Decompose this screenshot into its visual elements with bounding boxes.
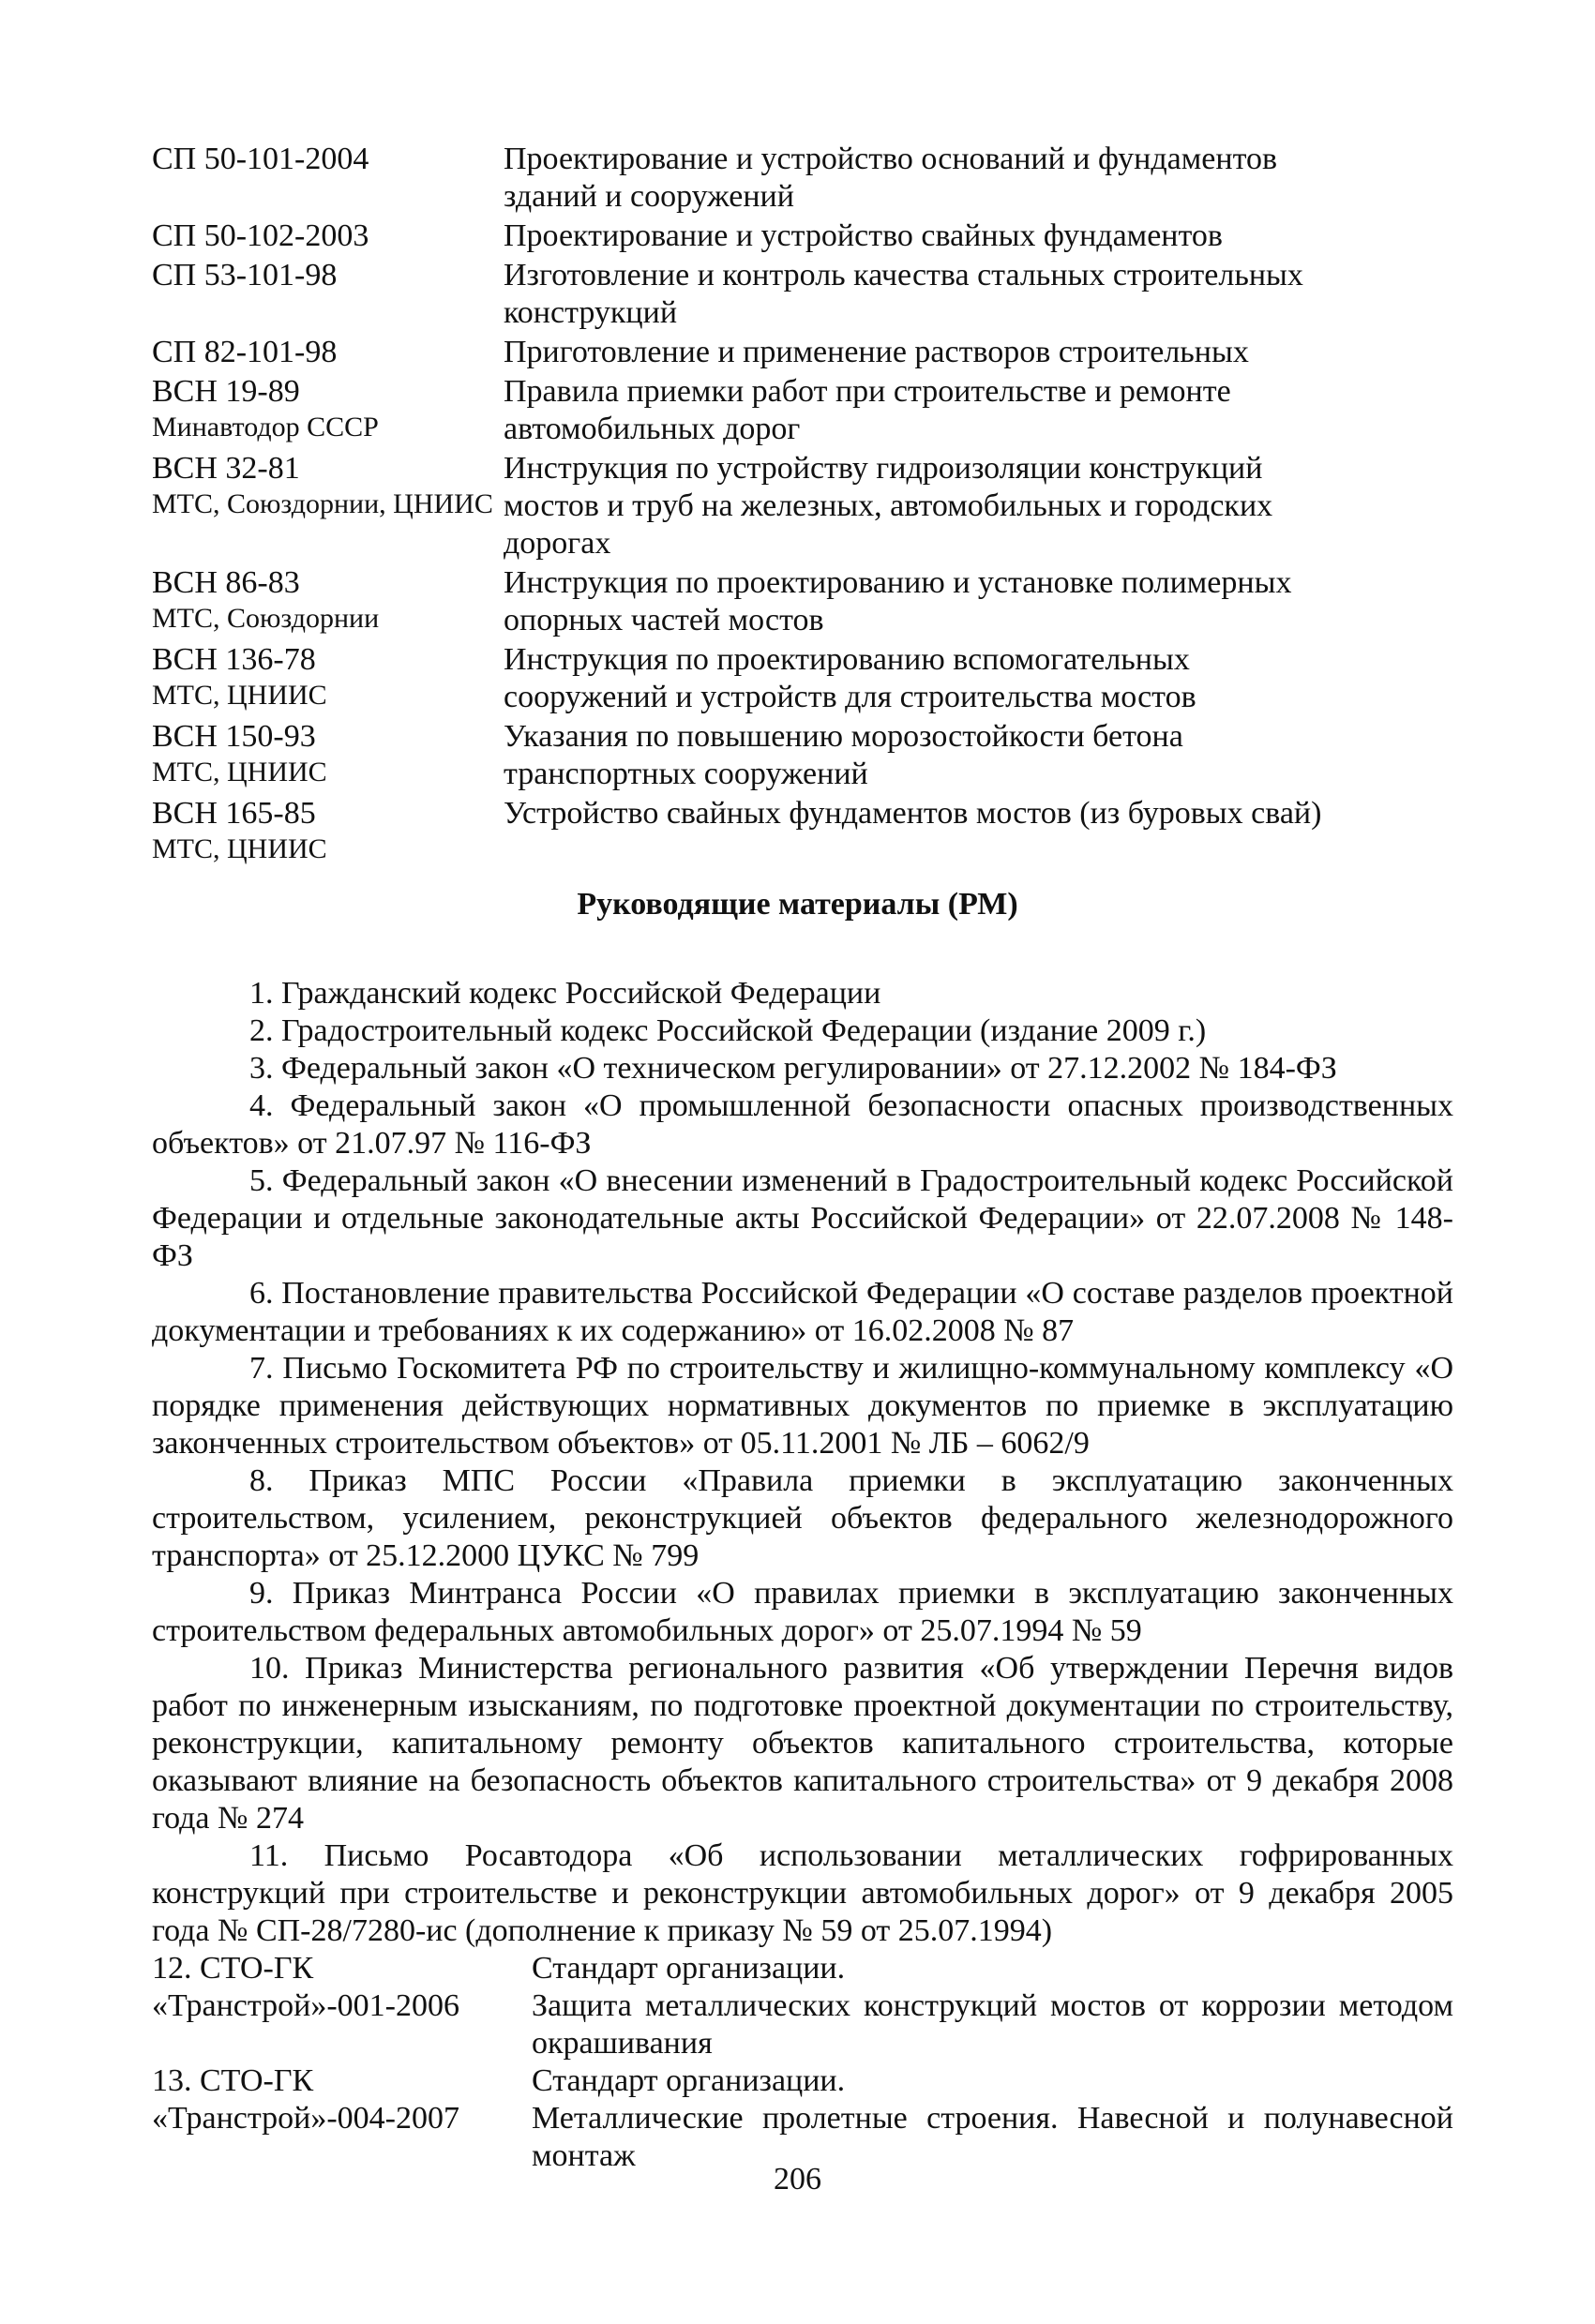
standard-description [504, 257, 1338, 332]
description-line: Изготовление и контроль качества стальных строительных [504, 258, 1303, 292]
standard-code: ВСН 150-93 [152, 719, 316, 754]
standard-code: ВСН 136-78 [152, 642, 316, 677]
standard-row [152, 257, 1338, 332]
standard-code-cell [152, 564, 504, 636]
standard-code-cell [152, 257, 504, 294]
guidance-item: 1. Гражданский кодекс Российской Федерации [249, 976, 881, 1011]
standard-code: СП 53-101-98 [152, 258, 338, 292]
standard-row [152, 641, 1338, 716]
sto-description: Стандарт организации. [532, 1951, 846, 1986]
guidance-item: 2. Градостроительный кодекс Российской Федерации (издание 2009 г.) [249, 1013, 1207, 1048]
description-line: конструкций [504, 295, 678, 330]
description-line: Инструкция по устройству гидроизоляции конструкций [504, 451, 1263, 486]
standard-code: ВСН 165-85 [152, 796, 316, 831]
guidance-list [152, 975, 1453, 1950]
standard-code: СП 82-101-98 [152, 335, 338, 369]
description-line: Инструкция по проектированию вспомогательных [504, 642, 1190, 677]
sto-row [152, 1987, 1453, 2062]
standard-description [504, 450, 1338, 562]
standard-row [152, 373, 1338, 448]
standard-code: СП 50-101-2004 [152, 142, 369, 176]
organization-standards-table [152, 1950, 1453, 2175]
standards-table [152, 141, 1338, 868]
standard-description [504, 641, 1338, 716]
guidance-item: 10. Приказ Министерства регионального развития «Об утверждении Перечня видов работ по инженерным изысканиям, по подготовке проектной документации по строительству, реконструкции, капитальному ремонту объектов капитального строительства, которые оказывают влияние на безопасность объектов капитального строительства» от 9 декабря 2008 года № 274 [152, 1651, 1453, 1836]
sto-description: Стандарт организации. [532, 2063, 846, 2098]
description-line: мостов и труб на железных, автомобильных и городских [504, 488, 1273, 523]
description-line: дорогах [504, 526, 611, 561]
guidance-item: 5. Федеральный закон «О внесении изменений в Градостроительный кодекс Российской Федерации и отдельные законодательные акты Российской Федерации» от 22.07.2008 № 148-ФЗ [152, 1163, 1453, 1273]
description-line: Приготовление и применение растворов строительных [504, 335, 1249, 369]
standard-issuer: МТС, ЦНИИС [152, 833, 327, 864]
sto-row [152, 2062, 1453, 2100]
guidance-item: 3. Федеральный закон «О техническом регулировании» от 27.12.2002 № 184-ФЗ [249, 1051, 1337, 1086]
description-line: Проектирование и устройство оснований и фундаментов [504, 142, 1278, 176]
standard-row [152, 564, 1338, 639]
standard-issuer: Минавтодор СССР [152, 412, 379, 442]
standard-code-cell [152, 334, 504, 371]
description-line: Устройство свайных фундаментов мостов (из буровых свай) [504, 796, 1322, 831]
standard-issuer: МТС, ЦНИИС [152, 680, 327, 711]
sto-description: Металлические пролетные строения. Навесной и полунавесной монтаж [532, 2101, 1453, 2173]
description-line: транспортных сооружений [504, 757, 868, 791]
standard-row [152, 141, 1338, 216]
guidance-item: 7. Письмо Госкомитета РФ по строительству и жилищно-коммунальному комплексу «О порядке применения действующих нормативных документов по приемке в эксплуатацию законченных строительством объектов» от 05.11.2001 № ЛБ – 6062/9 [152, 1351, 1453, 1461]
standard-description [504, 795, 1338, 832]
description-line: Правила приемки работ при строительстве и ремонте [504, 374, 1231, 409]
section-heading: Руководящие материалы (РМ) [577, 887, 1018, 922]
standard-description [504, 564, 1338, 639]
standard-code: СП 50-102-2003 [152, 218, 369, 253]
standard-row [152, 217, 1338, 255]
standard-row [152, 795, 1338, 866]
sto-code: 12. СТО-ГК [152, 1951, 314, 1986]
description-line: зданий и сооружений [504, 179, 794, 214]
sto-row [152, 1950, 1453, 1987]
standard-row [152, 450, 1338, 562]
standard-code-cell [152, 450, 504, 521]
guidance-item: 6. Постановление правительства Российской Федерации «О составе разделов проектной документации и требованиях к их содержанию» от 16.02.2008 № 87 [152, 1276, 1453, 1348]
standard-description [504, 718, 1338, 793]
sto-description: Защита металлических конструкций мостов от коррозии методом окрашивания [532, 1988, 1453, 2061]
standard-issuer: МТС, Союздорнии, ЦНИИС [152, 488, 493, 519]
guidance-item: 8. Приказ МПС России «Правила приемки в эксплуатацию законченных строительством, усилением, реконструкцией объектов федерального железнодорожного транспорта» от 25.12.2000 ЦУКС № 799 [152, 1463, 1453, 1573]
standard-description [504, 334, 1338, 371]
standard-issuer: МТС, Союздорнии [152, 603, 380, 634]
page-number: 206 [774, 2162, 821, 2197]
guidance-item: 11. Письмо Росавтодора «Об использовании металлических гофрированных конструкций при строительстве и реконструкции автомобильных дорог» от 9 декабря 2005 года № СП-28/7280-ис (дополнение к приказу № 59 от 25.07.1994) [152, 1838, 1453, 1948]
guidance-item: 9. Приказ Минтранса России «О правилах приемки в эксплуатацию законченных строительством федеральных автомобильных дорог» от 25.07.1994 № 59 [152, 1576, 1453, 1648]
standard-code: ВСН 86-83 [152, 565, 300, 600]
guidance-item: 4. Федеральный закон «О промышленной безопасности опасных производственных объектов» от 21.07.97 № 116-ФЗ [152, 1088, 1453, 1161]
sto-code: «Транстрой»-001-2006 [152, 1988, 459, 2023]
description-line: сооружений и устройств для строительства мостов [504, 680, 1196, 714]
description-line: Проектирование и устройство свайных фундаментов [504, 218, 1223, 253]
description-line: автомобильных дорог [504, 412, 801, 446]
standard-issuer: МТС, ЦНИИС [152, 757, 327, 787]
standard-row [152, 334, 1338, 371]
description-line: опорных частей мостов [504, 603, 824, 637]
standard-code-cell [152, 141, 504, 178]
standard-description [504, 141, 1338, 216]
standard-code-cell [152, 795, 504, 866]
standard-code-cell [152, 718, 504, 789]
standard-code: ВСН 32-81 [152, 451, 300, 486]
description-line: Указания по повышению морозостойкости бетона [504, 719, 1183, 754]
standard-code-cell [152, 373, 504, 444]
sto-code: «Транстрой»-004-2007 [152, 2101, 459, 2136]
standard-row [152, 718, 1338, 793]
description-line: Инструкция по проектированию и установке полимерных [504, 565, 1292, 600]
standard-code: ВСН 19-89 [152, 374, 300, 409]
standard-code-cell [152, 641, 504, 712]
standard-description [504, 217, 1338, 255]
standard-code-cell [152, 217, 504, 255]
standard-description [504, 373, 1338, 448]
sto-code: 13. СТО-ГК [152, 2063, 314, 2098]
